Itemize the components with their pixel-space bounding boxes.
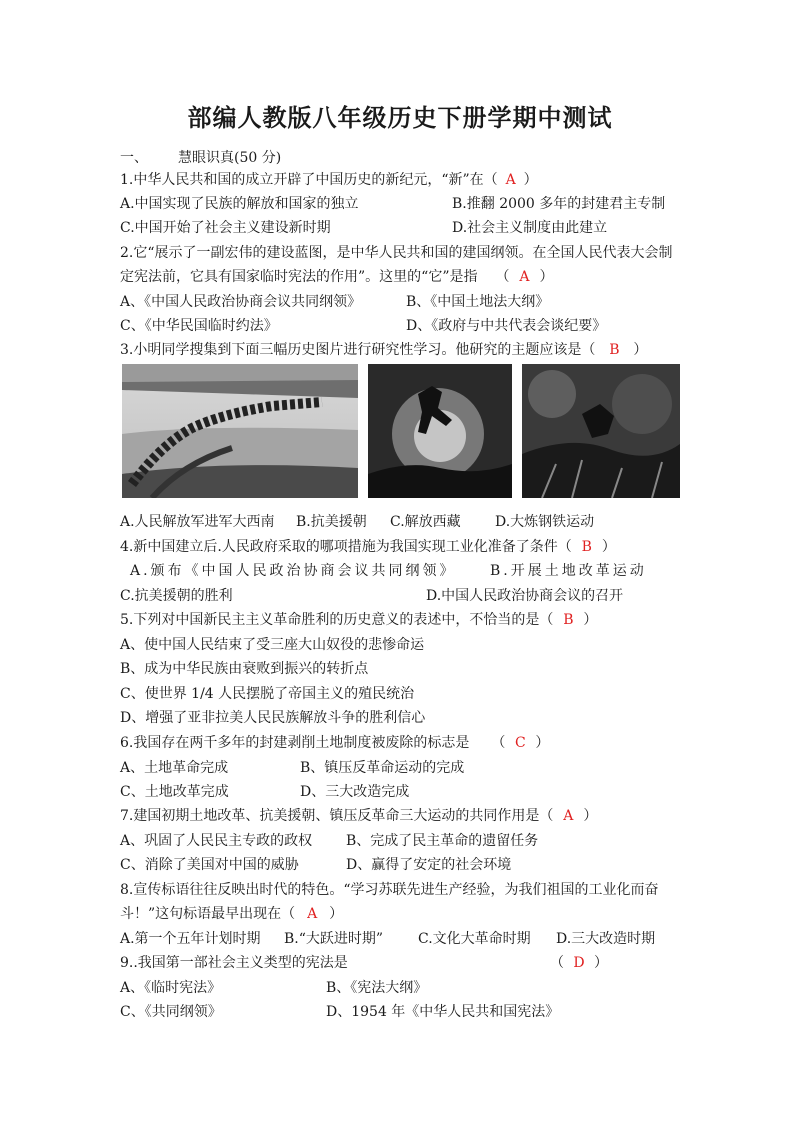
photo-battlefield [522,364,680,498]
q1-answer: A [505,172,516,188]
q5-answer: B [563,612,574,628]
q2-option-a: A、《中国人民政治协商会议共同纲领》 [120,294,362,310]
q2-line2-text: 定宪法前，它具有国家临时宪法的作用”。这里的“它”是指 [120,269,478,285]
q7-option-c: C、消除了美国对中国的威胁 [120,857,299,873]
q3-stem [120,340,647,360]
q1-stem [120,170,538,190]
q1-option-c: C.中国开始了社会主义建设新时期 [120,220,331,236]
q3-stem-text: 3.小明同学搜集到下面三幅历史图片进行研究性学习。他研究的主题应该是（ [120,342,596,358]
q8-close: ） [329,906,344,922]
q9-option-b: B、《宪法大纲》 [326,980,428,996]
q4-stem [120,537,616,557]
section-label: 慧眼识真(50 分) [178,150,282,166]
q7-stem [120,806,597,826]
q9-stem: 9..我国第一部社会主义类型的宪法是 [120,955,348,971]
q2-option-c: C、《中华民国临时约法》 [120,318,278,334]
q2-option-b: B、《中国土地法大纲》 [406,294,550,310]
q5-option-d: D、增强了亚非拉美人民民族解放斗争的胜利信心 [120,710,426,726]
q5-stem [120,610,597,630]
q7-option-a: A、巩固了人民民主专政的政权 [120,833,313,849]
q8-line2-text: 斗！”这句标语最早出现在（ [120,906,296,922]
q3-option-b: B.抗美援朝 [296,514,367,530]
q7-answer: A [563,808,574,824]
q3-close: ） [633,342,648,358]
q2-option-d: D、《政府与中共代表会谈纪要》 [406,318,607,334]
photo-river-crossing [122,364,358,498]
q3-answer: B [609,342,620,358]
q6-stem-text: 6.我国存在两千多年的封建剥削土地制度被废除的标志是 [120,735,470,751]
q5-close: ） [583,612,598,628]
q5-option-b: B、成为中华民族由衰败到振兴的转折点 [120,661,369,677]
q9-answer-box [550,953,608,973]
q7-option-b: B、完成了民主革命的遗留任务 [346,833,539,849]
q8-line2 [120,904,343,924]
q4-answer: B [581,539,592,555]
q8-option-d: D.三大改造时期 [556,931,656,947]
q6-option-b: B、镇压反革命运动的完成 [300,760,465,776]
q6-option-c: C、土地改革完成 [120,784,229,800]
q4-option-a: A.颁布《中国人民政治协商会议共同纲领》 [130,563,457,579]
q2-line2 [120,267,553,287]
q1-close: ） [523,172,538,188]
q3-option-a: A.人民解放军进军大西南 [120,514,275,530]
q7-stem-text: 7.建国初期土地改革、抗美援朝、镇压反革命三大运动的共同作用是（ [120,808,554,824]
q9-option-c: C、《共同纲领》 [120,1004,222,1020]
photo-soldier-explosion [368,364,512,498]
q1-stem-text: 1.中华人民共和国的成立开辟了中国历史的新纪元，“新”在（ [120,172,498,188]
q6-close: ） [535,735,550,751]
q7-option-d: D、赢得了安定的社会环境 [346,857,512,873]
q9-answer: D [573,955,585,971]
page-title: 部编人教版八年级历史下册学期中测试 [187,103,613,132]
q4-close: ） [601,539,616,555]
q4-stem-text: 4.新中国建立后.人民政府采取的哪项措施为我国实现工业化准备了条件（ [120,539,572,555]
section-number: 一、 [120,150,148,166]
q8-line1: 8.宣传标语往往反映出时代的特色。“学习苏联先进生产经验，为我们祖国的工业化而奋 [120,882,659,898]
q6-option-d: D、三大改造完成 [300,784,410,800]
q3-option-d: D.大炼钢铁运动 [495,514,595,530]
q5-stem-text: 5.下列对中国新民主主义革命胜利的历史意义的表述中，不恰当的是（ [120,612,554,628]
q7-close: ） [583,808,598,824]
q9-option-a: A、《临时宪法》 [120,980,222,996]
q6-stem [120,733,549,753]
q8-option-c: C.文化大革命时期 [418,931,531,947]
q6-open: （ [491,735,506,751]
q2-line1: 2.它“展示了一副宏伟的建设蓝图，是中华人民共和国的建国纲领。在全国人民代表大会制 [120,245,673,261]
q9-close: ） [594,955,608,971]
q2-open: （ [495,269,510,285]
q5-option-c: C、使世界 1/4 人民摆脱了帝国主义的殖民统治 [120,686,415,702]
q8-option-b: B.“大跃进时期” [284,931,384,947]
q5-option-a: A、使中国人民结束了受三座大山奴役的悲惨命运 [120,637,425,653]
q9-open: （ [550,955,564,971]
q8-option-a: A.第一个五年计划时期 [120,931,261,947]
q6-answer: C [515,735,526,751]
q1-option-d: D.社会主义制度由此建立 [452,220,608,236]
q4-option-d: D.中国人民政治协商会议的召开 [426,588,624,604]
q4-option-c: C.抗美援朝的胜利 [120,588,233,604]
q8-answer: A [307,906,318,922]
q2-close: ） [539,269,554,285]
q9-option-d: D、1954 年《中华人民共和国宪法》 [326,1004,560,1020]
q1-option-b: B.推翻 2000 多年的封建君主专制 [452,196,666,212]
q1-option-a: A.中国实现了民族的解放和国家的独立 [120,196,359,212]
q6-option-a: A、土地革命完成 [120,760,229,776]
q3-option-c: C.解放西藏 [390,514,461,530]
q2-answer: A [519,269,530,285]
q4-option-b: B.开展土地改革运动 [490,563,647,579]
